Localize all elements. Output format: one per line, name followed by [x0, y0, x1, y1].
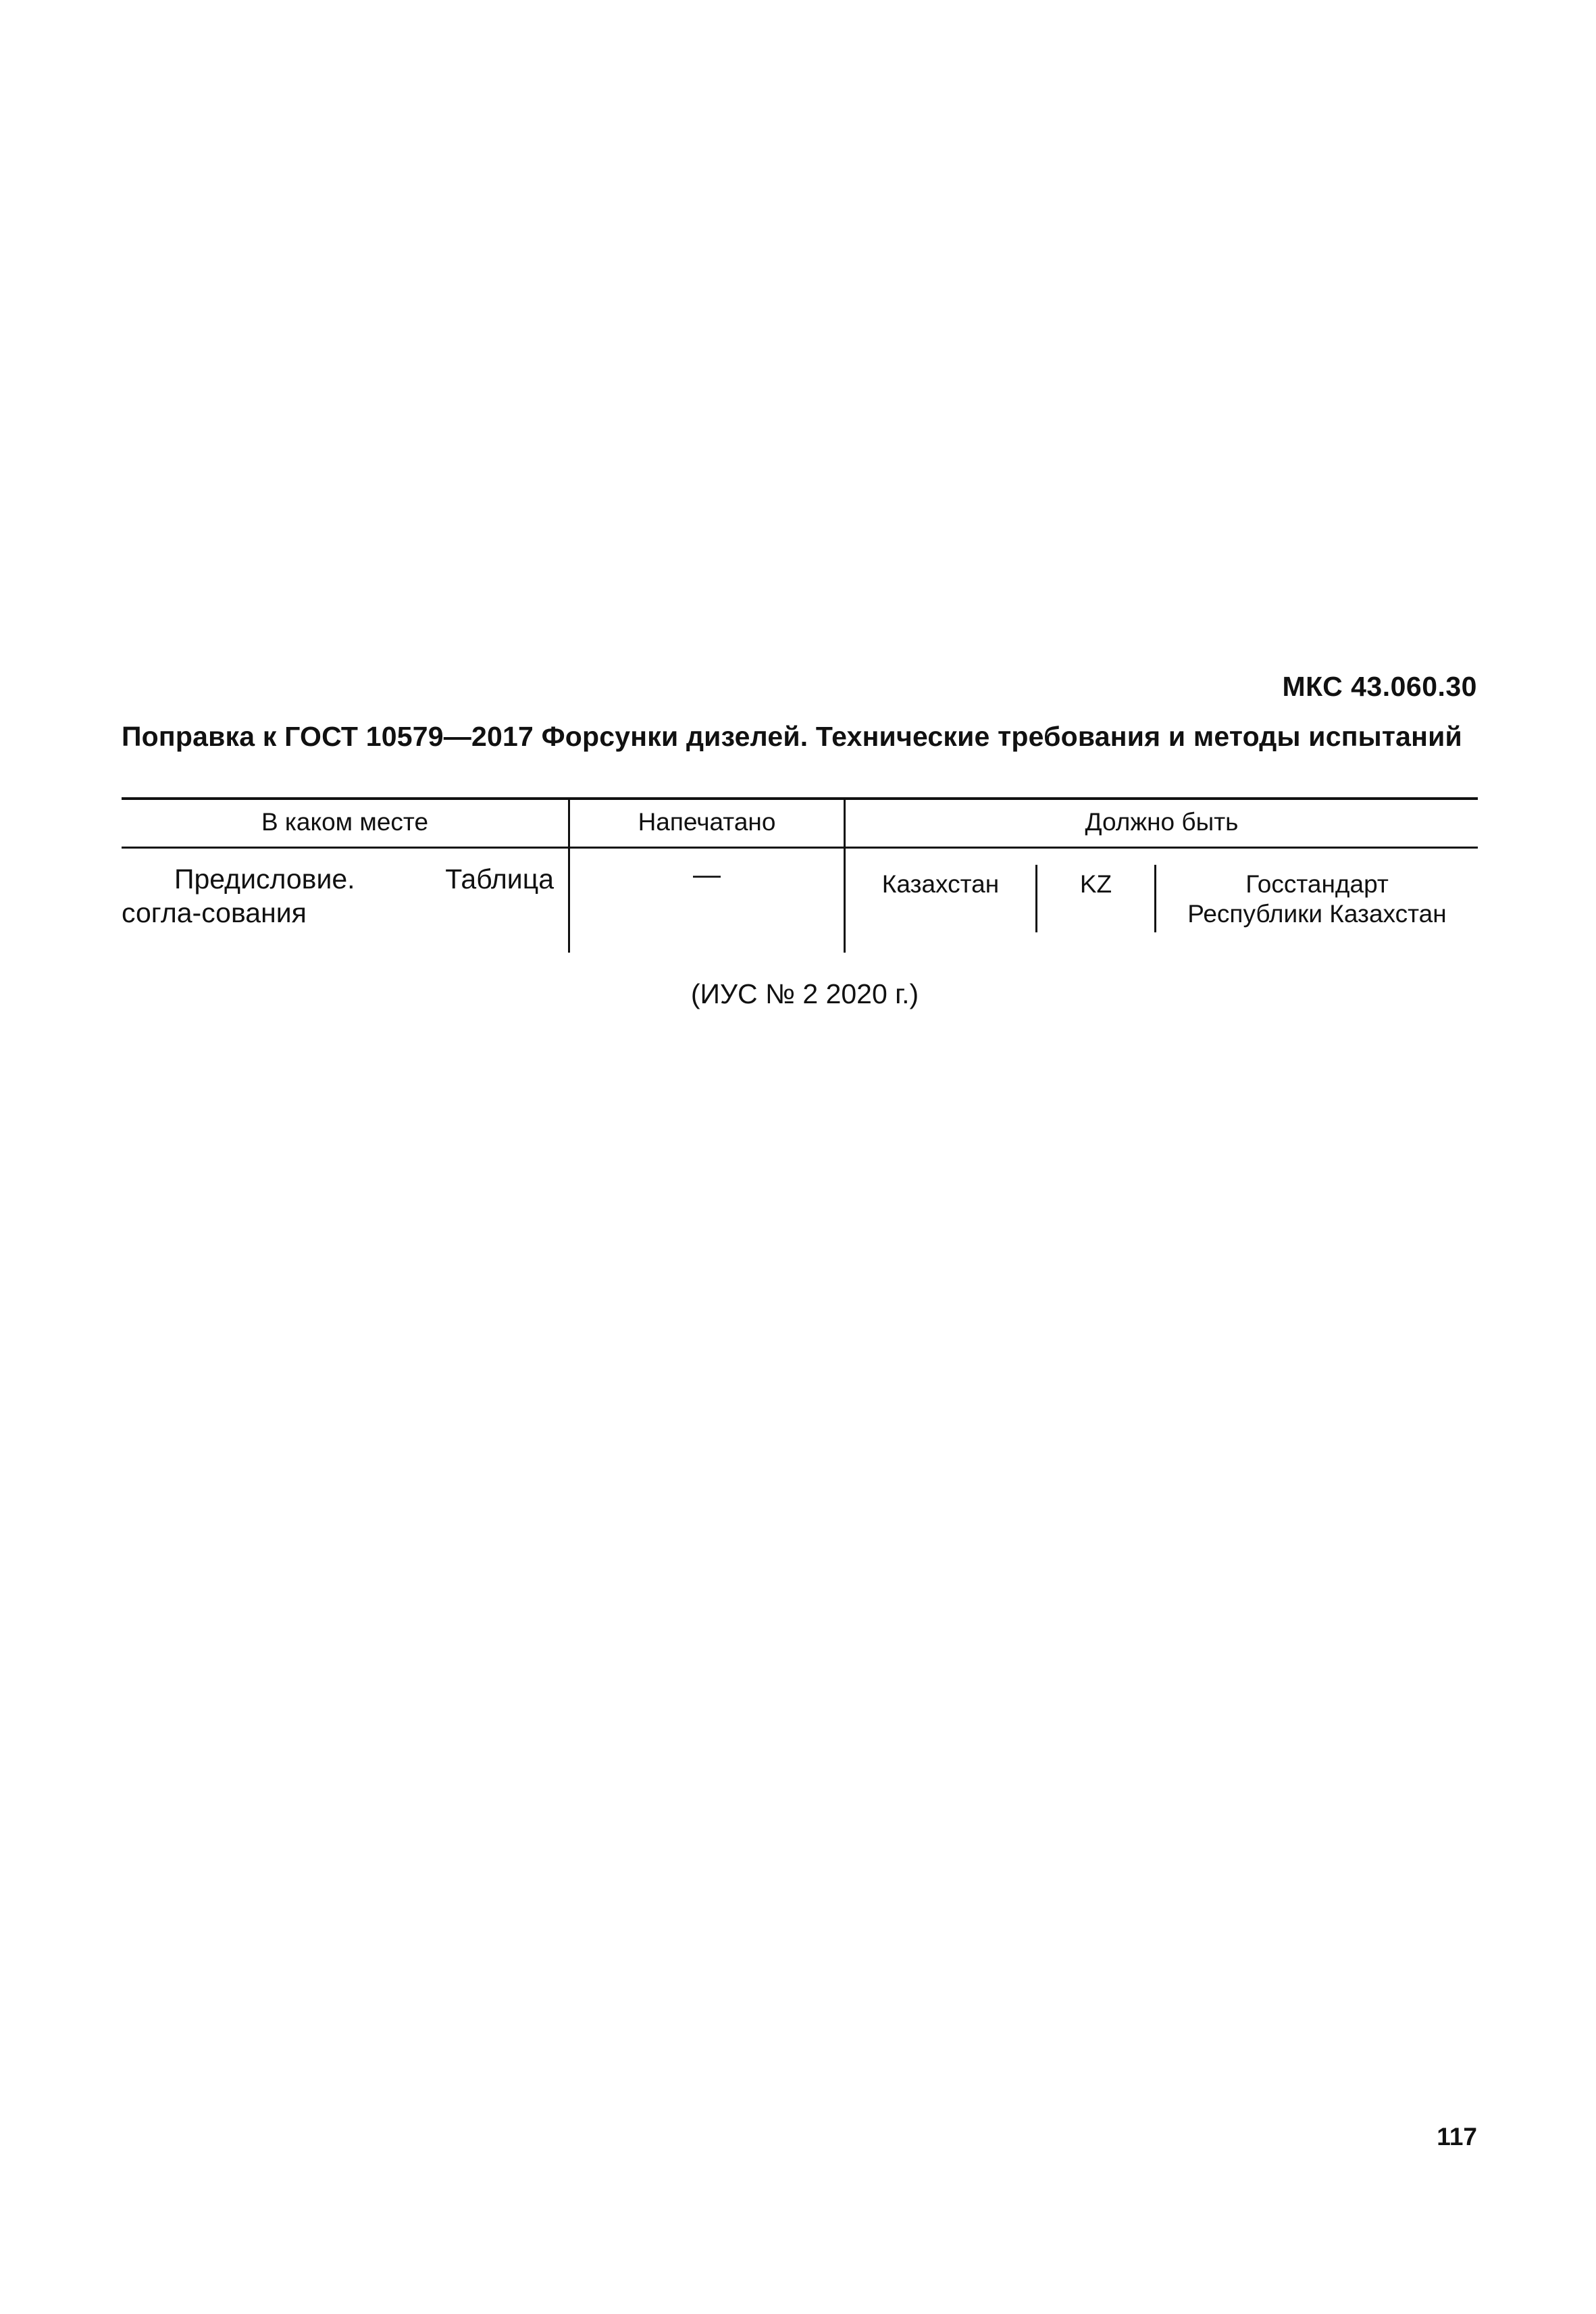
- mks-code: МКС 43.060.30: [1282, 671, 1477, 702]
- table-header-location: В каком месте: [261, 808, 429, 836]
- ius-reference: (ИУС № 2 2020 г.): [690, 978, 919, 1009]
- table-cell-printed: —: [693, 859, 721, 890]
- page-number: 117: [1437, 2123, 1477, 2150]
- document-title: Поправка к ГОСТ 10579—2017 Форсунки дизелей. Технические требования и методы испытаний: [122, 721, 1462, 752]
- table-header-rule: [122, 847, 1478, 849]
- table-cell-country: Казахстан: [881, 870, 1000, 898]
- table-top-rule: [122, 797, 1478, 800]
- table-cell-country-code: KZ: [1079, 870, 1112, 898]
- organization-line: Госстандарт: [1245, 870, 1389, 898]
- table-cell-location: Предисловие. Таблица согла-сования: [122, 863, 554, 928]
- correction-table: [122, 797, 1478, 953]
- table-header-printed: Напечатано: [638, 808, 776, 836]
- table-cell-organization: [1156, 870, 1478, 929]
- organization-line: Республики Казахстан: [1187, 900, 1447, 928]
- table-header-should-be: Должно быть: [1085, 808, 1239, 836]
